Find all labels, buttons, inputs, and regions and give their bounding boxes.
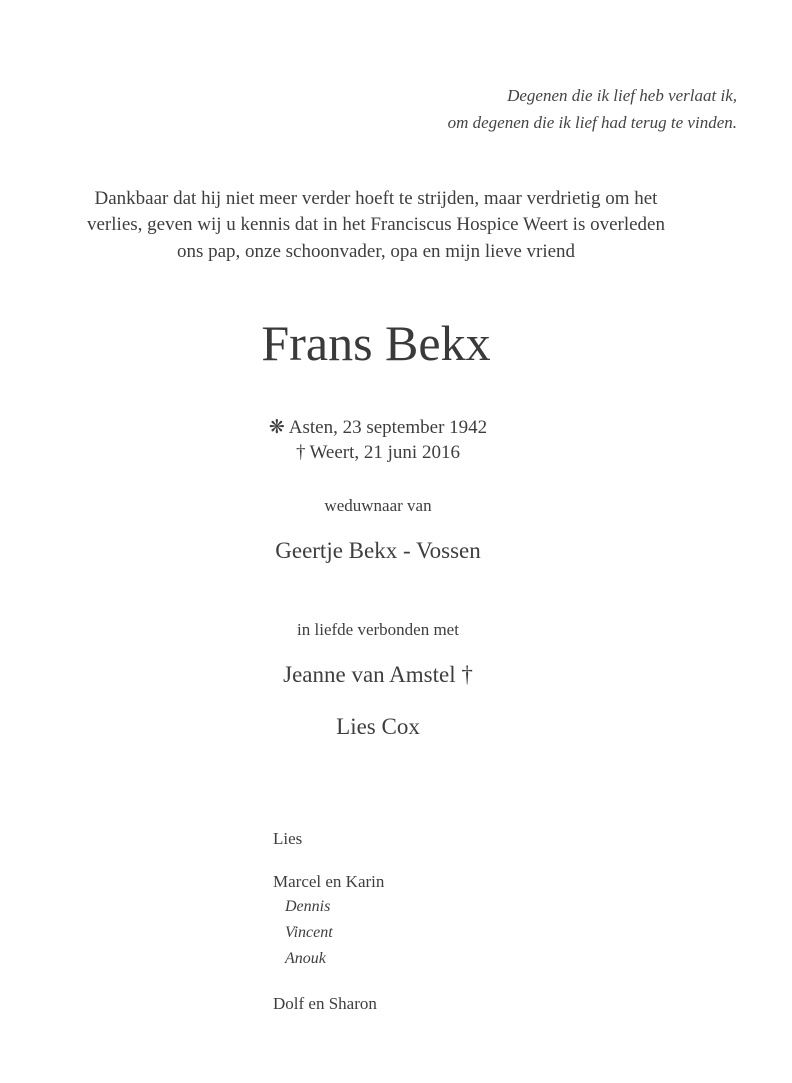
cross-icon: † <box>296 442 306 463</box>
family-member-dolf: Dolf en Sharon <box>273 994 377 1013</box>
death-line <box>0 442 756 464</box>
family-member-marcel: Marcel en Karin <box>273 872 385 891</box>
deceased-name: Frans Bekx <box>261 315 491 371</box>
death-date: Weert, 21 juni 2016 <box>309 442 460 463</box>
spouse-name: Geertje Bekx - Vossen <box>275 538 481 563</box>
family-member-lies: Lies <box>273 829 303 848</box>
partners-label: in liefde verbonden met <box>297 620 459 639</box>
birth-star-icon: ❋ <box>268 417 285 438</box>
intro-line-1: Dankbaar dat hij niet meer verder hoeft te strijden, maar verdrietig om het <box>94 188 658 209</box>
partner-1-name: Jeanne van Amstel † <box>283 662 473 687</box>
intro-line-2: verlies, geven wij u kennis dat in het Franciscus Hospice Weert is overleden <box>87 214 665 235</box>
grandchild-anouk: Anouk <box>285 950 326 967</box>
partner-2-name: Lies Cox <box>336 714 420 739</box>
quote-line-2: om degenen die ik lief had terug te vinden. <box>447 113 737 132</box>
birth-line <box>0 416 756 439</box>
widower-label: weduwnaar van <box>324 496 432 515</box>
birth-date: Asten, 23 september 1942 <box>288 417 488 438</box>
quote-line-1: Degenen die ik lief heb verlaat ik, <box>507 86 737 105</box>
intro-line-3: ons pap, onze schoonvader, opa en mijn lieve vriend <box>176 241 576 262</box>
grandchild-dennis: Dennis <box>285 898 331 915</box>
grandchild-vincent: Vincent <box>285 924 333 941</box>
